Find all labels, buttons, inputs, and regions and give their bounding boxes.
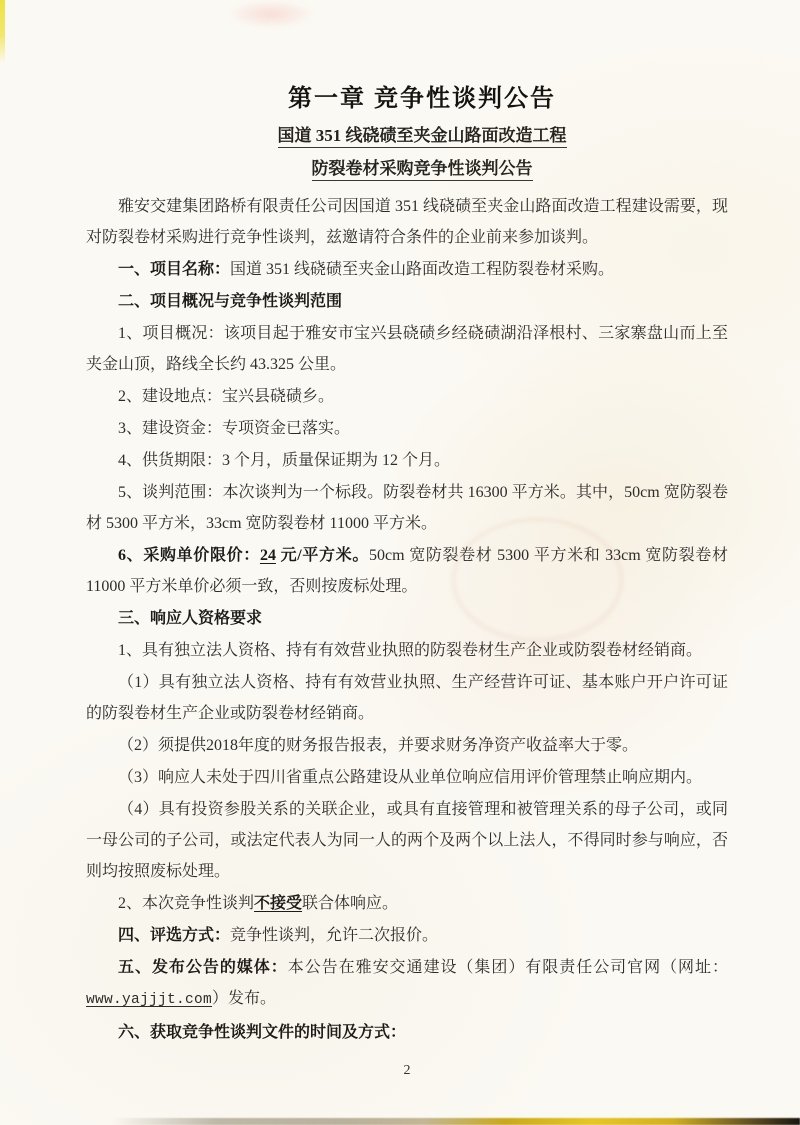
section-5-text-pre: 本公告在雅安交通建设（集团）有限责任公司官网（网址： (287, 959, 728, 976)
section-1-text: 国道 351 线硗碛至夹金山路面改造工程防裂卷材采购。 (230, 261, 615, 278)
scan-bottom-edge-band (0, 1118, 800, 1125)
qualification-sub-3: （3）响应人未处于四川省重点公路建设从业单位响应信用评价管理禁止响应期内。 (118, 769, 703, 786)
item-project-overview: 1、项目概况：该项目起于雅安市宝兴县硗碛乡经硗碛湖沿泽根村、三家寨盘山而上至夹金山顶，路线全长约 43.325 公里。 (86, 325, 728, 373)
document-body (86, 191, 728, 1079)
section-5-announcement-media (86, 952, 728, 1016)
qualification-item-2 (86, 888, 728, 919)
page-number: 2 (403, 1063, 411, 1078)
scan-edge-yellow-strip (0, 0, 5, 64)
section-4-label: 四、评选方式： (118, 927, 231, 944)
no-consortium-pre: 2、本次竞争性谈判 (118, 895, 255, 912)
section-2-heading: 二、项目概况与竞争性谈判范围 (118, 293, 343, 310)
qualification-sub-2: （2）须提供2018年度的财务报告报表，并要求财务净资产收益率大于零。 (118, 737, 639, 754)
chapter-title: 第一章 竞争性谈判公告 (288, 86, 556, 112)
qualification-sub-1: （1）具有独立法人资格、持有有效营业执照、生产经营许可证、基本账户开户许可证的防裂卷材生产企业或防裂卷材经销商。 (86, 674, 728, 722)
item-construction-location: 2、建设地点：宝兴县硗碛乡。 (118, 388, 335, 405)
qualification-sub-4: （4）具有投资参股关系的关联企业，或具有直接管理和被管理关系的母子公司，或同一母公司的子公司，或法定代表人为同一人的两个及两个以上法人，不得同时参与响应，否则均按照废标处理。 (86, 801, 728, 880)
price-limit-unit: 元/平方米。 (275, 547, 369, 564)
scan-pink-smudge (228, 0, 314, 28)
document-subtitle-line-2 (101, 157, 743, 180)
section-1-project-name (86, 254, 728, 285)
price-limit-label: 6、采购单价限价： (118, 547, 260, 564)
section-4-evaluation-method (86, 920, 728, 951)
item-unit-price-limit (86, 540, 728, 602)
section-6-heading: 六、获取竞争性谈判文件的时间及方式： (118, 1024, 407, 1041)
subtitle-underlined-text-1: 国道 351 线硗碛至夹金山路面改造工程 (278, 126, 567, 148)
document-subtitle-line-1 (101, 124, 743, 147)
no-consortium-post: 联合体响应。 (302, 895, 399, 912)
price-limit-rest: 50cm 宽防裂卷材 5300 平方米和 33cm 宽防裂卷材 11000 平方米单价必须一致，否则按废标处理。 (86, 547, 728, 595)
intro-paragraph: 雅安交建集团路桥有限责任公司因国道 351 线硗碛至夹金山路面改造工程建设需要，现对防裂卷材采购进行竞争性谈判，兹邀请符合条件的企业前来参加谈判。 (86, 198, 728, 246)
subtitle-underlined-text-2: 防裂卷材采购竞争性谈判公告 (312, 159, 533, 181)
section-1-label: 一、项目名称： (118, 261, 231, 278)
item-delivery-period: 4、供货期限：3 个月，质量保证期为 12 个月。 (118, 452, 451, 469)
section-5-label: 五、发布公告的媒体： (118, 959, 288, 976)
item-construction-funding: 3、建设资金：专项资金已落实。 (118, 420, 351, 437)
price-limit-value: 24 (259, 547, 276, 564)
website-url: www.yajjjt.com (86, 992, 213, 1008)
qualification-item-1: 1、具有独立法人资格、持有有效营业执照的防裂卷材生产企业或防裂卷材经销商。 (118, 642, 703, 659)
section-4-text: 竞争性谈判，允许二次报价。 (230, 927, 439, 944)
section-5-text-post: ）发布。 (212, 990, 277, 1007)
item-negotiation-scope: 5、谈判范围：本次谈判为一个标段。防裂卷材共 16300 平方米。其中，50cm 宽防裂卷材 5300 平方米，33cm 宽防裂卷材 11000 平方米。 (86, 484, 728, 532)
section-3-heading: 三、响应人资格要求 (118, 610, 263, 627)
no-consortium-emphasis: 不接受 (254, 895, 303, 912)
